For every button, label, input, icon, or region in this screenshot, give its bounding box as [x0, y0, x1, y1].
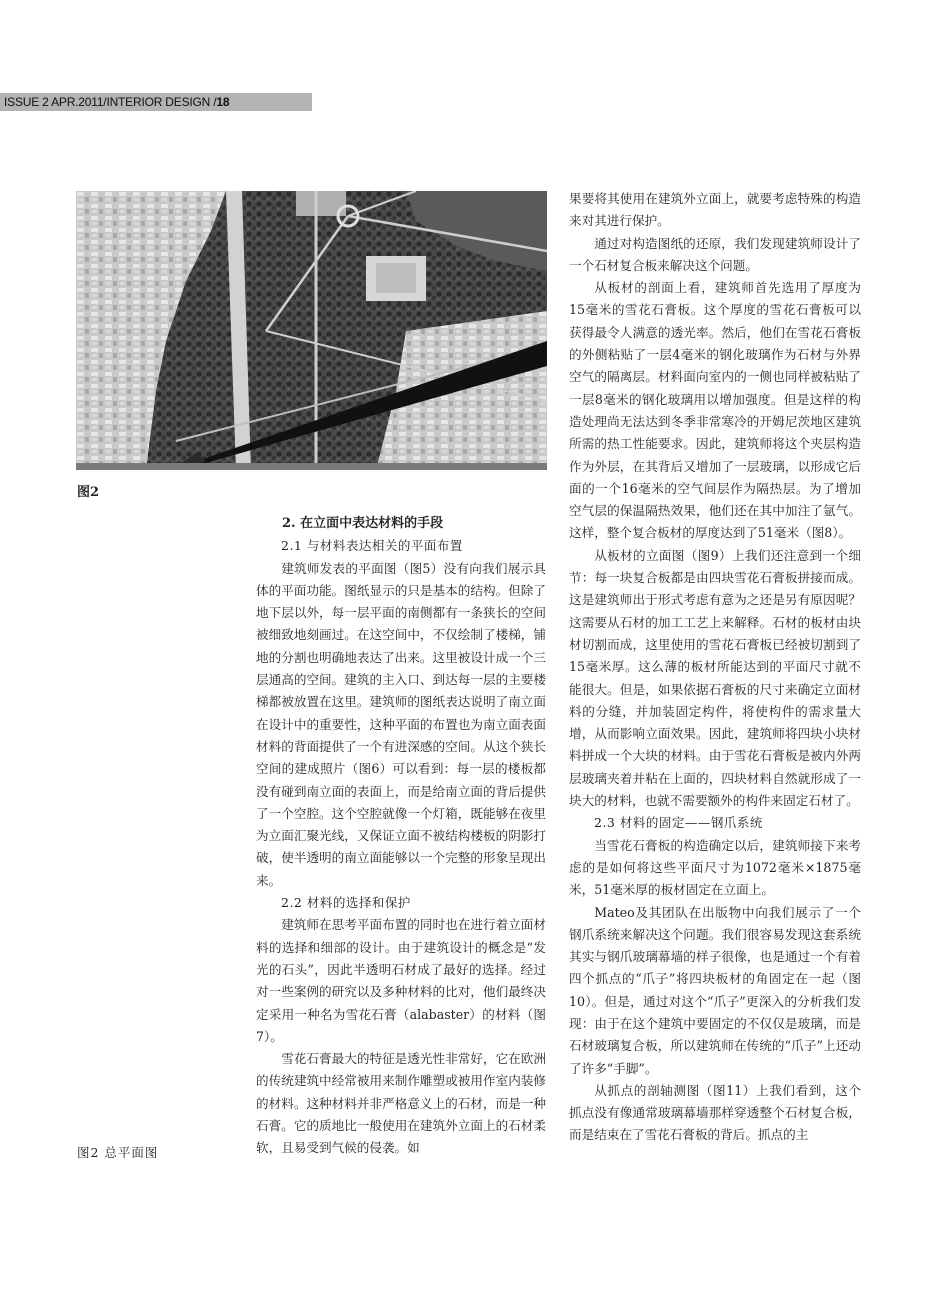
- paragraph: 从板材的剖面上看，建筑师首先选用了厚度为15毫米的雪花石膏板。这个厚度的雪花石膏板可以获得最令人满意的透光率。然后，他们在雪花石膏板的外侧粘贴了一层4毫米的钢化玻璃作为石材与外界空气的隔离层。材料面向室内的一侧也同样被粘贴了一层8毫米的钢化玻璃用以增加强度。但是这样的构造处理尚无法达到冬季非常寒冷的开姆尼茨地区建筑所需的热工性能要求。因此，建筑师将这个夹层构造作为外层，在其背后又增加了一层玻璃，以形成它后面的一个16毫米的空气间层作为隔热层。为了增加空气层的保温隔热效果，他们还在其中加注了氩气。这样，整个复合板材的厚度达到了51毫米（图8）。: [569, 280, 861, 541]
- section-heading: 2. 在立面中表达材料的手段: [282, 516, 444, 531]
- subsection-heading-2-2: 2.2 材料的选择和保护: [281, 895, 411, 911]
- page-number: 18: [216, 95, 230, 109]
- subsection-heading-2-3: 2.3 材料的固定——钢爪系统: [594, 815, 763, 831]
- paragraph: 建筑师发表的平面图（图5）没有向我们展示具体的平面功能。图纸显示的只是基本的结构。但除了地下层以外，每一层平面的南侧都有一条狭长的空间被细致地刻画过。在这空间中，不仅绘制了楼梯，铺地的分割也明确地表达了出来。这里被设计成一个三层通高的空间。建筑的主入口、到达每一层的主要楼梯都被放置在这里。建筑师的图纸表达说明了南立面在设计中的重要性，这种平面的布置也为南立面表面材料的背面提供了一个有进深感的空间。从这个狭长空间的建成照片（图6）可以看到：每一层的楼板都没有碰到南立面的表面上，而是给南立面的背后提供了一个空腔。这个空腔就像一个灯箱，既能够在夜里为立面汇聚光线，又保证立面不被结构楼板的阴影打破，使半透明的南立面能够以一个完整的形象呈现出来。: [256, 560, 546, 888]
- paragraph: 通过对构造图纸的还原，我们发现建筑师设计了一个石材复合板来解决这个问题。: [569, 235, 861, 273]
- aerial-photo-graphic: [76, 191, 547, 470]
- middle-column: [256, 513, 546, 1160]
- figure-label: 图2: [77, 485, 100, 500]
- right-column: [569, 188, 861, 1147]
- paragraph-continued: 果要将其使用在建筑外立面上，就要考虑特殊的构造来对其进行保护。: [569, 191, 861, 229]
- subsection-heading-2-1: 2.1 与材料表达相关的平面布置: [281, 538, 463, 554]
- figure-caption: 图2 总平面图: [77, 1145, 159, 1160]
- site-plan-aerial-photo: [76, 191, 547, 470]
- paragraph: 从板材的立面图（图9）上我们还注意到一个细节：每一块复合板都是由四块雪花石膏板拼接而成。这是建筑师出于形式考虑有意为之还是另有原因呢？这需要从石材的加工工艺上来解释。石材的板材由块材切割而成，这里使用的雪花石膏板已经被切割到了15毫米厚。这么薄的板材所能达到的平面尺寸就不能很大。但是，如果依据石膏板的尺寸来确定立面材料的分缝，并加装固定构件，将使构件的需求量大增，从而影响立面效果。因此，建筑师将四块小块材料拼成一个大块的材料。由于雪花石膏板是被内外两层玻璃夹着并粘在上面的，四块材料自然就形成了一块大的材料，也就不需要额外的构件来固定石材了。: [569, 547, 861, 809]
- paragraph: 建筑师在思考平面布置的同时也在进行着立面材料的选择和细部的设计。由于建筑设计的概念是“发光的石头”，因此半透明石材成了最好的选择。经过对一些案例的研究以及多种材料的比对，他们最终决定采用一种名为雪花石膏（alabaster）的材料（图7）。: [256, 917, 546, 1044]
- header-bar: [0, 93, 312, 111]
- paragraph: 从抓点的剖轴测图（图11）上我们看到，这个抓点没有像通常玻璃幕墙那样穿透整个石材复合板，而是结束在了雪花石膏板的背后。抓点的主: [569, 1082, 861, 1143]
- paragraph: 雪花石膏最大的特征是透光性非常好，它在欧洲的传统建筑中经常被用来制作雕塑或被用作室内装修的材料。这种材料并非严格意义上的石材，而是一种石膏。它的质地比一般使用在建筑外立面上的石材柔软，且易受到气候的侵袭。如: [256, 1051, 546, 1156]
- issue-label: ISSUE 2 APR.2011/INTERIOR DESIGN /: [4, 95, 217, 109]
- paragraph: 当雪花石膏板的构造确定以后，建筑师接下来考虑的是如何将这些平面尺寸为1072毫米×1875毫米，51毫米厚的板材固定在立面上。: [569, 837, 861, 898]
- paragraph: Mateo及其团队在出版物中向我们展示了一个钢爪系统来解决这个问题。我们很容易发现这套系统其实与钢爪玻璃幕墙的样子很像，也是通过一个有着四个抓点的“爪子”将四块板材的角固定在一起（图10）。但是，通过对这个“爪子”更深入的分析我们发现：由于在这个建筑中要固定的不仅仅是玻璃，而是石材玻璃复合板，所以建筑师在传统的“爪子”上还动了许多“手脚”。: [569, 904, 861, 1076]
- running-header: [4, 95, 229, 109]
